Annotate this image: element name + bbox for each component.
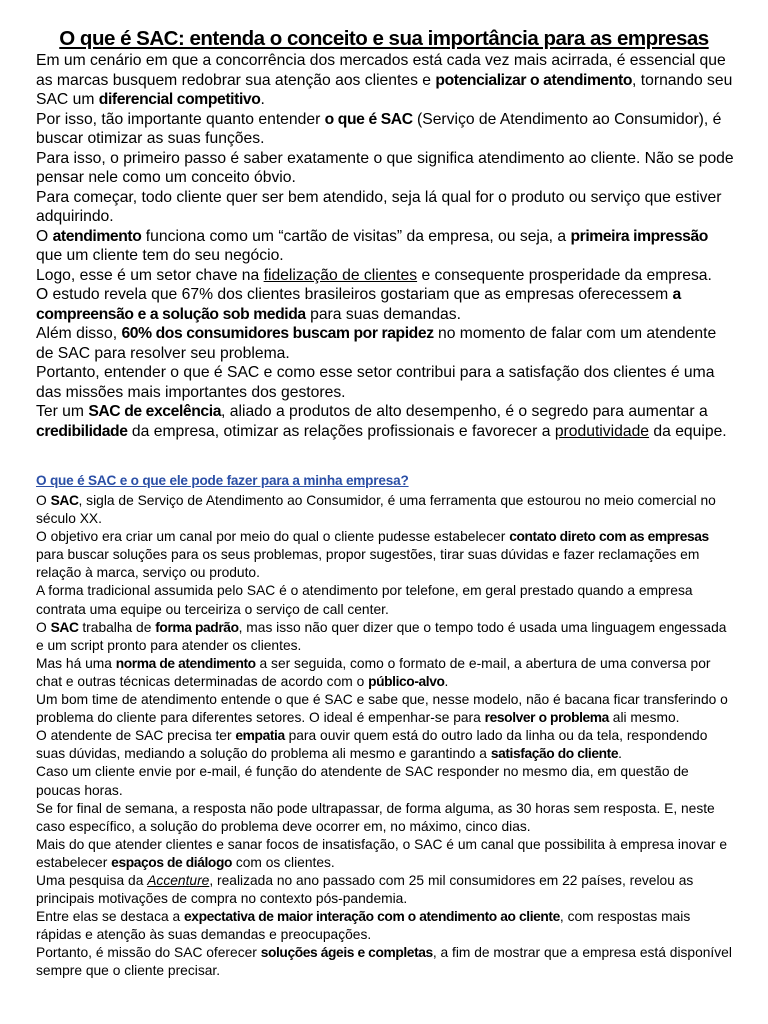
body-section — [36, 492, 734, 981]
intro-paragraph: Ter um SAC de excelência, aliado a produtos de alto desempenho, é o segredo para aumentar a credibilidade da empresa, otimizar as relações profissionais e favorecer a produtividade da equipe. — [36, 403, 727, 440]
intro-paragraph: Para isso, o primeiro passo é saber exatamente o que significa atendimento ao cliente. Não se pode pensar nele como um conceito óbvio. — [36, 149, 734, 186]
article-title: O que é SAC: entenda o conceito e sua importância para as empresas — [59, 27, 709, 50]
intro-paragraph: Além disso, 60% dos consumidores buscam por rapidez no momento de falar com um atendente de SAC para resolver seu problema. — [36, 325, 717, 362]
intro-paragraph: O estudo revela que 67% dos clientes brasileiros gostariam que as empresas oferecessem a compreensão e a solução sob medida para suas demandas. — [36, 286, 681, 323]
body-paragraph: O SAC trabalha de forma padrão, mas isso não quer dizer que o tempo todo é usada uma linguagem engessada e um script pronto para atender os clientes. — [36, 619, 727, 653]
intro-paragraph: Para começar, todo cliente quer ser bem atendido, seja lá qual for o produto ou serviço que estiver adquirindo. — [36, 188, 722, 225]
intro-paragraph: Em um cenário em que a concorrência dos mercados está cada vez mais acirrada, é essencial que as marcas busquem redobrar sua atenção aos clientes e potencializar o atendimento, tornando seu SAC um diferencial competitivo. — [36, 52, 733, 108]
body-paragraph: Entre elas se destaca a expectativa de maior interação com o atendimento ao cliente, com respostas mais rápidas e atenção às suas demandas e preocupações. — [36, 909, 691, 943]
produtividade-link[interactable]: produtividade — [554, 422, 650, 440]
body-paragraph: Uma pesquisa da Accenture, realizada no ano passado com 25 mil consumidores em 22 países, revelou as principais motivações de compra no contexto pós-pandemia. — [36, 872, 694, 907]
intro-paragraph: Logo, esse é um setor chave na fidelização de clientes e consequente prosperidade da empresa. — [36, 266, 712, 284]
body-paragraph: O atendente de SAC precisa ter empatia para ouvir quem está do outro lado da linha ou da tela, respondendo suas dúvidas, mediando a solução do problema ali mesmo e garantindo a satisfação do cliente. — [36, 728, 708, 762]
body-paragraph: Caso um cliente envie por e-mail, é função do atendente de SAC responder no mesmo dia, em questão de poucas horas. — [36, 764, 689, 798]
body-paragraph: Se for final de semana, a resposta não pode ultrapassar, de forma alguma, as 30 horas sem resposta. E, neste caso específico, a solução do problema deve ocorrer em, no máximo, cinco dias. — [36, 800, 715, 834]
body-paragraph: Mas há uma norma de atendimento a ser seguida, como o formato de e-mail, a abertura de uma conversa por chat e outras técnicas determinadas de acordo com o público-alvo. — [36, 655, 711, 689]
intro-paragraph: Portanto, entender o que é SAC e como esse setor contribui para a satisfação dos clientes é uma das missões mais importantes dos gestores. — [36, 364, 715, 401]
intro-paragraph: Por isso, tão importante quanto entender o que é SAC (Serviço de Atendimento ao Consumidor), é buscar otimizar as suas funções. — [36, 110, 722, 147]
intro-paragraph: O atendimento funciona como um “cartão de visitas” da empresa, ou seja, a primeira impressão que um cliente tem do seu negócio. — [36, 227, 708, 264]
body-paragraph: O objetivo era criar um canal por meio do qual o cliente pudesse estabelecer contato direto com as empresas para buscar soluções para os seus problemas, propor sugestões, tirar suas dúvidas e fazer reclamações em relação à marca, serviço ou produto. — [36, 529, 709, 581]
body-paragraph: Mais do que atender clientes e sanar focos de insatisfação, o SAC é um canal que possibilita à empresa inovar e estabelecer espaços de diálogo com os clientes. — [36, 836, 728, 870]
body-paragraph: Portanto, é missão do SAC oferecer soluções ágeis e completas, a fim de mostrar que a empresa está disponível sempre que o cliente precisar. — [36, 945, 732, 979]
section-heading-link[interactable]: O que é SAC e o que ele pode fazer para a minha empresa? — [36, 473, 409, 488]
body-paragraph: A forma tradicional assumida pelo SAC é o atendimento por telefone, em geral prestado quando a empresa contrata uma equipe ou terceiriza o serviço de call center. — [36, 583, 693, 617]
body-paragraph: O SAC, sigla de Serviço de Atendimento ao Consumidor, é uma ferramenta que estourou no meio comercial no século XX. — [36, 493, 716, 527]
accenture-link[interactable]: Accenture — [147, 872, 210, 888]
body-paragraph: Um bom time de atendimento entende o que é SAC e sabe que, nesse modelo, não é bacana ficar transferindo o problema do cliente para diferentes setores. O ideal é empenhar-se para resolver o problema ali mesmo. — [36, 692, 728, 726]
intro-section — [36, 51, 736, 441]
fidelizacao-link[interactable]: fidelização de clientes — [263, 266, 418, 284]
